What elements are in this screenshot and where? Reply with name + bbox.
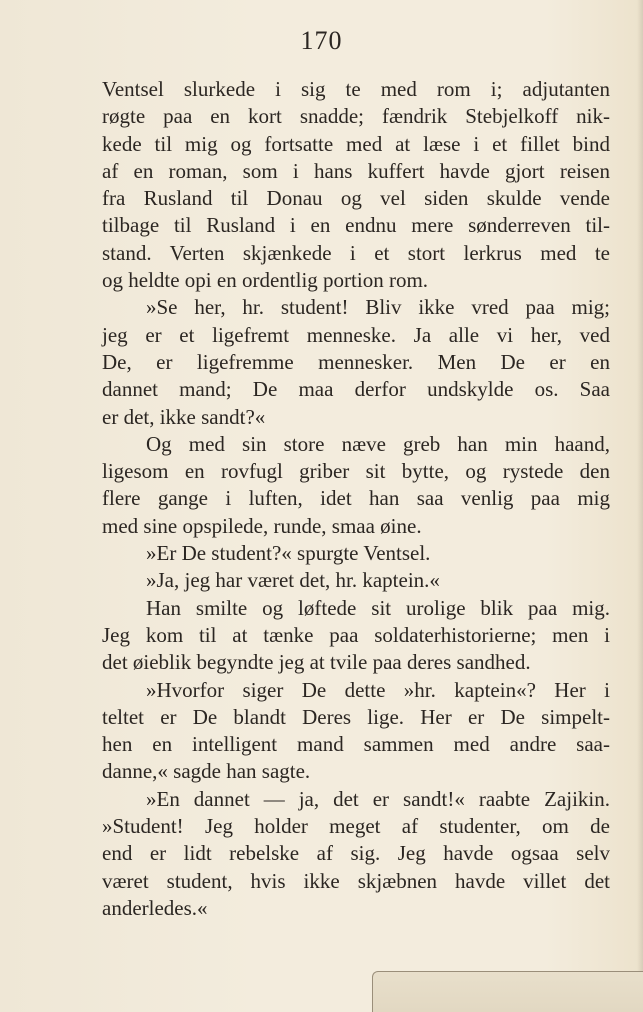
text-line: Jeg kom til at tænke paa soldaterhistorierne; men i	[102, 622, 610, 647]
text-line: ligesom en rovfugl griber sit bytte, og rystede den	[102, 459, 610, 484]
text-line: af en roman, som i hans kuffert havde gjort reisen	[102, 158, 610, 183]
text-line: stand. Verten skjænkede i et stort lerkrus med te	[102, 240, 610, 265]
text-line: »En dannet — ja, det er sandt!« raabte Zajikin.	[146, 786, 610, 811]
underlying-page-edge	[372, 971, 643, 1012]
text-line: »Er De student?« spurgte Ventsel.	[146, 541, 431, 566]
text-line: været student, hvis ikke skjæbnen havde villet det	[102, 868, 610, 893]
page-edge-shadow	[637, 0, 643, 1012]
page-number: 170	[300, 26, 343, 55]
text-line: »Student! Jeg holder meget af studenter, om de	[102, 814, 610, 839]
text-line: hen en intelligent mand sammen med andre saa-	[102, 732, 610, 757]
text-line: »Se her, hr. student! Bliv ikke vred paa mig;	[146, 295, 610, 320]
text-line: »Ja, jeg har været det, hr. kaptein.«	[146, 568, 440, 593]
text-line: tilbage til Rusland i en endnu mere sønderreven til-	[102, 213, 610, 238]
text-line: teltet er De blandt Deres lige. Her er De simpelt-	[102, 704, 610, 729]
text-line: end er lidt rebelske af sig. Jeg havde ogsaa selv	[102, 841, 610, 866]
text-line: Og med sin store næve greb han min haand,	[146, 431, 610, 456]
text-line: fra Rusland til Donau og vel siden skulde vende	[102, 186, 610, 211]
text-line: det øieblik begyndte jeg at tvile paa deres sandhed.	[102, 650, 531, 675]
text-line: flere gange i luften, idet han saa venlig paa mig	[102, 486, 610, 511]
text-line: er det, ikke sandt?«	[102, 404, 266, 429]
text-line: anderledes.«	[102, 895, 208, 920]
text-line: jeg er et ligefremt menneske. Ja alle vi her, ved	[102, 322, 610, 347]
text-line: og heldte opi en ordentlig portion rom.	[102, 268, 429, 293]
text-line: kede til mig og fortsatte med at læse i et fillet bind	[102, 131, 610, 156]
text-line: danne,« sagde han sagte.	[102, 759, 311, 784]
text-line: Han smilte og løftede sit urolige blik paa mig.	[146, 595, 610, 620]
text-line: De, er ligefremme mennesker. Men De er en	[102, 349, 610, 374]
body-text	[102, 76, 610, 922]
text-line: med sine opspilede, runde, smaa øine.	[102, 513, 422, 538]
text-line: dannet mand; De maa derfor undskylde os. Saa	[102, 377, 610, 402]
text-line: »Hvorfor siger De dette »hr. kaptein«? Her i	[146, 677, 610, 702]
text-line: Ventsel slurkede i sig te med rom i; adjutanten	[102, 77, 610, 101]
text-line: røgte paa en kort snadde; fændrik Stebjelkoff nik-	[102, 104, 610, 129]
